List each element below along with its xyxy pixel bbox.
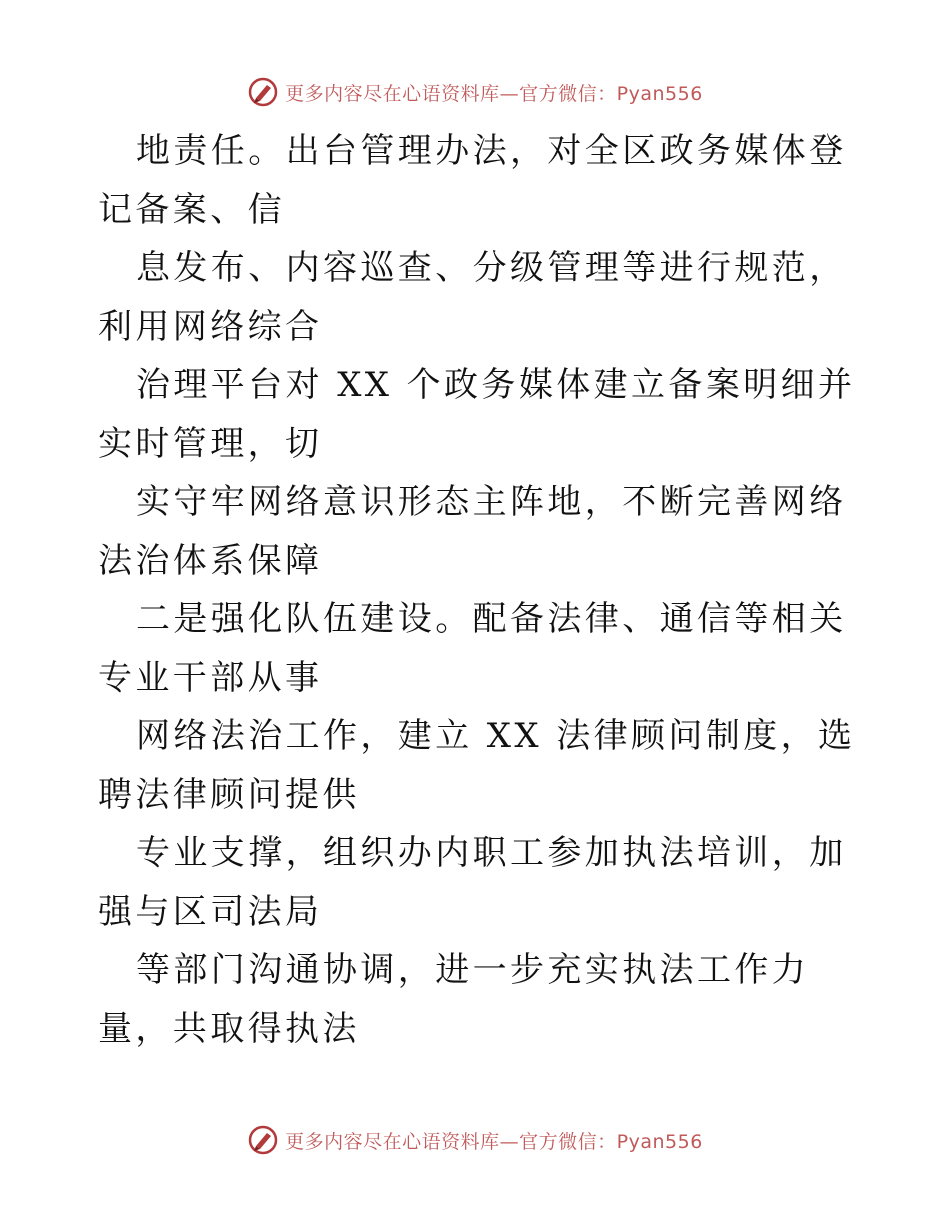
paragraph: 网络法治工作，建立 XX 法律顾问制度，选聘法律顾问提供: [98, 716, 856, 815]
paragraph: 息发布、内容巡查、分级管理等进行规范，利用网络综合: [98, 248, 847, 347]
pen-logo-icon: [247, 1124, 279, 1156]
watermark-text: 更多内容尽在心语资料库—官方微信：Pyan556: [285, 1130, 703, 1153]
paragraph: 治理平台对 XX 个政务媒体建立备案明细并实时管理，切: [98, 365, 856, 464]
header-watermark: [0, 72, 950, 112]
paragraph: 等部门沟通协调，进一步充实执法工作力量，共取得执法: [98, 950, 810, 1049]
watermark-text: 更多内容尽在心语资料库—官方微信：Pyan556: [285, 82, 703, 105]
document-body: [98, 122, 858, 1058]
paragraph: 二是强化队伍建设。配备法律、通信等相关专业干部从事: [98, 599, 847, 698]
footer-watermark: [0, 1120, 950, 1160]
paragraph: 地责任。出台管理办法，对全区政务媒体登记备案、信: [98, 131, 847, 230]
pen-logo-icon: [247, 76, 279, 108]
paragraph: 实守牢网络意识形态主阵地，不断完善网络法治体系保障: [98, 482, 847, 581]
paragraph: 专业支撑，组织办内职工参加执法培训，加强与区司法局: [98, 833, 847, 932]
